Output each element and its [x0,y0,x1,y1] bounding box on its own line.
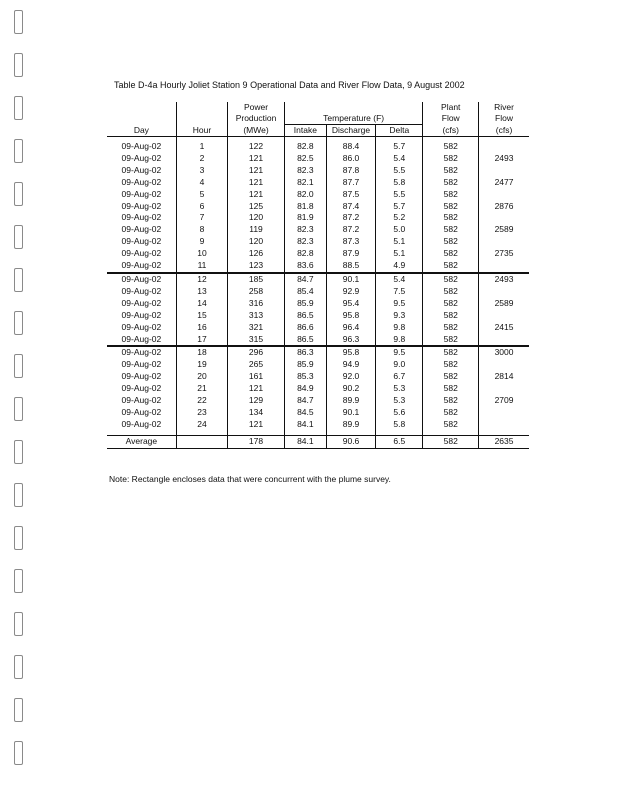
cell-river-flow [479,286,529,298]
cell-hour: 8 [176,224,227,236]
cell-day: 09-Aug-02 [107,153,176,165]
cell-hour: 10 [176,248,227,260]
header-hour-blank [176,102,227,113]
cell-day: 09-Aug-02 [107,334,176,347]
cell-hour: 4 [176,177,227,189]
header-power-line2: Production [228,113,285,125]
cell-delta: 5.6 [376,407,423,419]
header-hour: Hour [176,125,227,137]
binder-hole [14,139,23,163]
cell-river-flow: 2876 [494,200,514,211]
cell-delta: 5.5 [376,189,423,201]
binder-hole [14,182,23,206]
cell-river-flow: 2814 [494,371,514,382]
cell-power: 121 [228,419,285,431]
binder-hole [14,354,23,378]
cell-river-flow: 2477 [494,176,514,187]
binder-holes [0,0,40,800]
header-river-line2: Flow [495,113,513,124]
cell-river-flow [479,383,529,395]
binder-hole [14,526,23,550]
cell-plant-flow: 582 [423,310,479,322]
binder-hole [14,10,23,34]
cell-intake: 86.3 [284,346,326,359]
cell-delta: 5.7 [376,201,423,213]
header-power-line1: Power [228,102,285,113]
cell-delta: 5.5 [376,165,423,177]
header-day: Day [107,125,176,137]
cell-discharge: 88.4 [326,141,375,153]
cell-day: 09-Aug-02 [107,383,176,395]
table-title: Table D-4a Hourly Joliet Station 9 Operational Data and River Flow Data, 9 August 2002 [114,80,465,90]
operational-data-table [107,102,529,449]
cell-hour: 12 [176,273,227,286]
cell-river-flow [479,407,529,419]
cell-plant-flow: 582 [423,286,479,298]
header-river-line1: River [494,102,514,112]
cell-plant-flow: 582 [423,395,479,407]
cell-river-flow [479,165,529,177]
cell-delta: 9.0 [376,359,423,371]
cell-river-flow: 2493 [479,273,529,286]
cell-power: 316 [228,298,285,310]
average-discharge: 90.6 [326,435,375,448]
cell-delta: 5.4 [376,273,423,286]
cell-intake: 86.6 [284,322,326,334]
cell-hour: 6 [176,201,227,213]
header-temp-blank [284,102,423,113]
cell-day: 09-Aug-02 [107,419,176,431]
header-river-line3: (cfs) [479,125,529,137]
cell-day: 09-Aug-02 [107,224,176,236]
table-row [107,141,529,153]
table-row [107,236,529,248]
binder-hole [14,225,23,249]
cell-discharge: 94.9 [326,359,375,371]
table-row [107,212,529,224]
cell-delta: 5.8 [376,177,423,189]
cell-delta: 4.9 [376,260,423,273]
cell-day: 09-Aug-02 [107,273,176,286]
cell-discharge: 95.4 [326,298,375,310]
binder-hole [14,96,23,120]
cell-plant-flow: 582 [423,273,479,286]
cell-plant-flow: 582 [423,141,479,153]
cell-power: 121 [228,165,285,177]
binder-hole [14,311,23,335]
cell-day: 09-Aug-02 [107,177,176,189]
average-intake: 84.1 [284,435,326,448]
cell-plant-flow: 582 [423,407,479,419]
cell-delta: 5.4 [376,153,423,165]
cell-river-flow [479,189,529,201]
cell-delta: 5.8 [376,419,423,431]
cell-plant-flow: 582 [423,359,479,371]
cell-river-flow [479,260,529,273]
cell-plant-flow: 582 [423,346,479,359]
cell-hour: 15 [176,310,227,322]
cell-river-flow [479,334,529,347]
cell-plant-flow: 582 [423,371,479,383]
cell-plant-flow: 582 [423,165,479,177]
header-discharge: Discharge [326,125,375,137]
cell-day: 09-Aug-02 [107,260,176,273]
cell-delta: 9.8 [376,334,423,347]
cell-river-flow: 3000 [494,347,514,358]
cell-plant-flow: 582 [423,224,479,236]
table-row [107,260,529,273]
cell-discharge: 89.9 [326,395,375,407]
cell-discharge: 87.7 [326,177,375,189]
cell-day: 09-Aug-02 [107,165,176,177]
cell-discharge: 90.1 [326,273,375,286]
binder-hole [14,483,23,507]
table-row [107,273,529,286]
table-body [107,137,529,431]
cell-intake: 85.4 [284,286,326,298]
table-row [107,248,529,260]
average-river-flow: 2635 [479,435,529,448]
table-row [107,407,529,419]
cell-delta: 7.5 [376,286,423,298]
cell-plant-flow: 582 [423,236,479,248]
cell-intake: 82.8 [284,248,326,260]
cell-day: 09-Aug-02 [107,298,176,310]
header-power-line3: (MWe) [228,125,285,137]
cell-power: 122 [228,141,285,153]
table-row [107,359,529,371]
cell-power: 185 [228,273,285,286]
cell-discharge: 87.9 [326,248,375,260]
header-intake: Intake [284,125,326,137]
cell-hour: 19 [176,359,227,371]
cell-hour: 23 [176,407,227,419]
cell-power: 120 [228,212,285,224]
table-row [107,310,529,322]
cell-river-flow [479,212,529,224]
cell-hour: 14 [176,298,227,310]
cell-intake: 86.5 [284,334,326,347]
cell-hour: 1 [176,141,227,153]
cell-hour: 17 [176,334,227,347]
average-power: 178 [228,435,285,448]
cell-intake: 85.9 [284,359,326,371]
header-temperature: Temperature (F) [284,113,423,125]
average-label: Average [107,435,176,448]
cell-hour: 22 [176,395,227,407]
binder-hole [14,397,23,421]
cell-day: 09-Aug-02 [107,236,176,248]
table-row [107,395,529,407]
table-note: Note: Rectangle encloses data that were concurrent with the plume survey. [109,474,391,484]
cell-river-flow: 2709 [494,395,514,406]
cell-plant-flow: 582 [423,383,479,395]
cell-power: 134 [228,407,285,419]
cell-hour: 24 [176,419,227,431]
header-plant-line1: Plant [423,102,479,113]
cell-intake: 85.9 [284,298,326,310]
cell-river-flow: 2589 [494,297,514,308]
cell-river-flow: 2735 [494,248,514,259]
table-row [107,346,529,359]
cell-day: 09-Aug-02 [107,395,176,407]
cell-hour: 11 [176,260,227,273]
table-row [107,286,529,298]
cell-river-flow [479,310,529,322]
table-row [107,224,529,236]
cell-power: 296 [228,346,285,359]
cell-day: 09-Aug-02 [107,407,176,419]
binder-hole [14,569,23,593]
cell-power: 123 [228,260,285,273]
cell-delta: 9.8 [376,322,423,334]
cell-delta: 5.3 [376,395,423,407]
table-row [107,419,529,431]
header-hour-blank2 [176,113,227,125]
cell-discharge: 89.9 [326,419,375,431]
header-day-blank2 [107,113,176,125]
cell-plant-flow: 582 [423,334,479,347]
header-plant-line3: (cfs) [423,125,479,137]
table-row [107,189,529,201]
cell-river-flow [479,419,529,431]
cell-day: 09-Aug-02 [107,248,176,260]
cell-delta: 6.7 [376,371,423,383]
cell-discharge: 86.0 [326,153,375,165]
cell-discharge: 87.2 [326,212,375,224]
table-row [107,371,529,383]
cell-intake: 82.5 [284,153,326,165]
binder-hole [14,612,23,636]
cell-day: 09-Aug-02 [107,201,176,213]
cell-plant-flow: 582 [423,419,479,431]
cell-day: 09-Aug-02 [107,286,176,298]
binder-hole [14,53,23,77]
cell-plant-flow: 582 [423,201,479,213]
cell-power: 121 [228,189,285,201]
cell-power: 129 [228,395,285,407]
cell-plant-flow: 582 [423,322,479,334]
cell-power: 161 [228,371,285,383]
cell-plant-flow: 582 [423,298,479,310]
cell-day: 09-Aug-02 [107,371,176,383]
cell-river-flow [479,141,529,153]
header-day-blank [107,102,176,113]
header-delta: Delta [376,125,423,137]
cell-power: 258 [228,286,285,298]
cell-discharge: 92.0 [326,371,375,383]
cell-delta: 5.1 [376,248,423,260]
cell-power: 315 [228,334,285,347]
binder-hole [14,440,23,464]
table-row [107,165,529,177]
cell-discharge: 90.1 [326,407,375,419]
cell-discharge: 92.9 [326,286,375,298]
cell-hour: 13 [176,286,227,298]
binder-hole [14,268,23,292]
cell-river-flow [479,236,529,248]
table-row [107,153,529,165]
cell-plant-flow: 582 [423,212,479,224]
cell-delta: 5.7 [376,141,423,153]
cell-intake: 82.3 [284,224,326,236]
cell-intake: 82.1 [284,177,326,189]
cell-hour: 9 [176,236,227,248]
cell-plant-flow: 582 [423,177,479,189]
cell-power: 121 [228,153,285,165]
cell-day: 09-Aug-02 [107,189,176,201]
cell-hour: 3 [176,165,227,177]
cell-delta: 5.1 [376,236,423,248]
cell-power: 265 [228,359,285,371]
cell-plant-flow: 582 [423,260,479,273]
cell-hour: 16 [176,322,227,334]
cell-intake: 85.3 [284,371,326,383]
cell-intake: 82.3 [284,165,326,177]
cell-intake: 82.3 [284,236,326,248]
cell-plant-flow: 582 [423,248,479,260]
cell-river-flow: 2493 [494,152,514,163]
cell-intake: 83.6 [284,260,326,273]
cell-hour: 21 [176,383,227,395]
cell-discharge: 88.5 [326,260,375,273]
cell-discharge: 96.4 [326,322,375,334]
cell-intake: 84.9 [284,383,326,395]
cell-river-flow: 2415 [494,321,514,332]
average-delta: 6.5 [376,435,423,448]
cell-delta: 9.5 [376,346,423,359]
data-table-container [107,102,529,449]
cell-power: 119 [228,224,285,236]
cell-intake: 84.1 [284,419,326,431]
cell-delta: 9.3 [376,310,423,322]
cell-discharge: 87.2 [326,224,375,236]
cell-day: 09-Aug-02 [107,346,176,359]
cell-hour: 5 [176,189,227,201]
cell-discharge: 95.8 [326,346,375,359]
average-section [107,431,529,448]
cell-day: 09-Aug-02 [107,212,176,224]
cell-power: 126 [228,248,285,260]
table-row [107,322,529,334]
cell-delta: 9.5 [376,298,423,310]
cell-day: 09-Aug-02 [107,310,176,322]
cell-intake: 81.9 [284,212,326,224]
cell-day: 09-Aug-02 [107,141,176,153]
cell-power: 313 [228,310,285,322]
cell-discharge: 96.3 [326,334,375,347]
table-row [107,383,529,395]
cell-power: 125 [228,201,285,213]
cell-intake: 84.7 [284,273,326,286]
cell-intake: 84.7 [284,395,326,407]
cell-discharge: 90.2 [326,383,375,395]
cell-delta: 5.3 [376,383,423,395]
table-row [107,177,529,189]
cell-discharge: 87.5 [326,189,375,201]
cell-power: 120 [228,236,285,248]
cell-hour: 7 [176,212,227,224]
table-row [107,334,529,347]
cell-discharge: 87.3 [326,236,375,248]
cell-delta: 5.0 [376,224,423,236]
cell-plant-flow: 582 [423,153,479,165]
average-hour [176,435,227,448]
cell-intake: 86.5 [284,310,326,322]
average-row [107,435,529,448]
cell-hour: 18 [176,346,227,359]
binder-hole [14,741,23,765]
cell-power: 121 [228,383,285,395]
cell-power: 121 [228,177,285,189]
cell-hour: 20 [176,371,227,383]
cell-plant-flow: 582 [423,189,479,201]
cell-river-flow: 2589 [494,224,514,235]
cell-discharge: 87.8 [326,165,375,177]
cell-day: 09-Aug-02 [107,359,176,371]
cell-intake: 84.5 [284,407,326,419]
table-row [107,201,529,213]
header-plant-line2: Flow [423,113,479,125]
binder-hole [14,655,23,679]
cell-power: 321 [228,322,285,334]
cell-delta: 5.2 [376,212,423,224]
cell-intake: 82.0 [284,189,326,201]
cell-river-flow [479,359,529,371]
binder-hole [14,698,23,722]
average-plant-flow: 582 [423,435,479,448]
cell-day: 09-Aug-02 [107,322,176,334]
table-row [107,298,529,310]
cell-discharge: 95.8 [326,310,375,322]
cell-discharge: 87.4 [326,201,375,213]
cell-intake: 81.8 [284,201,326,213]
cell-intake: 82.8 [284,141,326,153]
cell-hour: 2 [176,153,227,165]
